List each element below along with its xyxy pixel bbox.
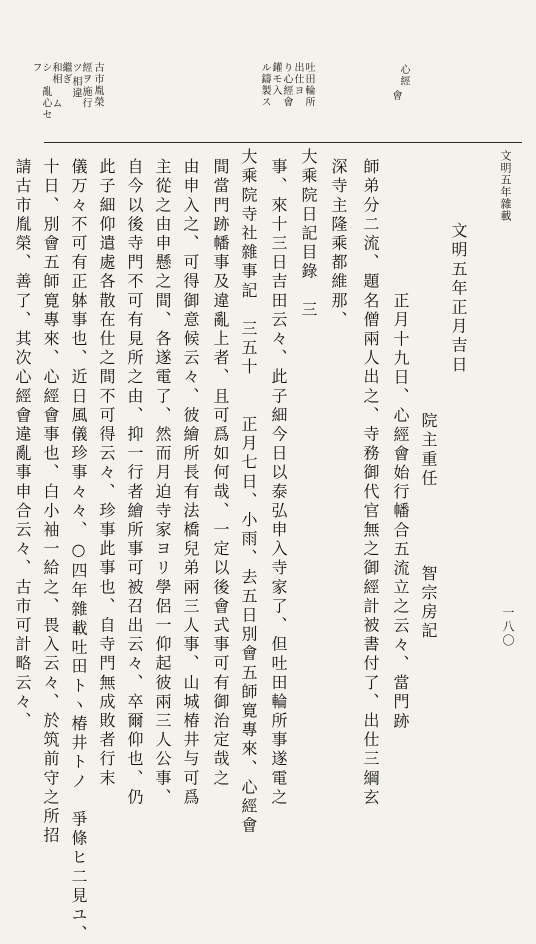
text-column-5: 深寺主隆乘都維那、 <box>329 158 348 330</box>
headnote-left-3: ツ <box>70 62 81 74</box>
text-column-14: 儀万々不可有正躰事也、近日風儀珍事々々、○四年雜載吐田トヽ椿井トノ 爭條ヒ二見ユ、 <box>69 158 88 944</box>
headnote-left-1: 古市胤榮 <box>92 62 103 108</box>
headnote-left-7: 施行 <box>80 86 91 109</box>
text-column-12: 自今以後寺門不可有見所之由、抑一行者繪所事可被召出云々、卒爾仰也、仍 <box>125 158 144 808</box>
text-column-16: 請古市胤榮、善了、其次心經會違亂事申合云々、古市可計略云々、 <box>13 158 32 731</box>
headnote-shinkyoe-2: 會 <box>390 90 401 102</box>
headnote-left-10: 和相 <box>50 62 61 85</box>
headnote-left-4: ム <box>50 98 61 110</box>
headnote-middle-5: ル鑄製ス <box>259 62 270 108</box>
text-column-7: 事、來十三日吉田云々、此子細今日以泰弘申入寺家了、但吐田輪所事遂電之 <box>269 158 288 808</box>
headnote-left-5: シ <box>40 62 51 74</box>
headnote-middle-2: 出仕ヨ <box>292 62 303 97</box>
headnote-shinkyoe-1: 心經 <box>398 64 409 87</box>
text-column-13: 此子細仰遣處各散在仕之間不可得云々、珍事此事也、自寺門無成敗者行末 <box>97 158 116 789</box>
text-column-8: 大乘院寺社雜事記 三五十 正月七日、小雨、去五日別會五師寛專來、心經會 <box>239 148 258 836</box>
text-column-11: 主從之由申懸之間、各遂電了、然而月迫寺家ヨリ學侶一仰起彼兩三人公事、 <box>153 158 172 808</box>
headnote-left-6: フ <box>30 62 41 74</box>
headnote-left-11: 亂心セ <box>40 86 51 121</box>
text-column-2: 院主重任 智宗房記 <box>419 412 438 642</box>
header-rule <box>44 142 522 143</box>
text-column-15: 十日、別會五師寛專來、心經會事也、白小袖一給之、畏入云々、於筑前守之所招 <box>41 158 60 846</box>
text-column-10: 由申入之、可得御意候云々、彼繪所長有法橋兒弟兩三人事、山城椿井与可爲 <box>181 158 200 808</box>
headnote-left-2: 經ヲ <box>80 62 91 85</box>
text-column-3: 正月十九日、心經會始行幡合五流立之云々、當門跡 <box>391 292 410 732</box>
text-column-9: 間當門跡幡事及違亂上者、且可爲如何哉、一定以後會式事可有御治定哉之 <box>211 158 230 789</box>
page-number: 一八〇 <box>501 606 515 648</box>
headnote-left-8: 相違 <box>70 76 81 99</box>
text-column-1: 文明五年正月吉日 <box>449 222 468 375</box>
headnote-middle-4: 鑵モ入 <box>270 62 281 97</box>
headnote-left-9: 繼ぎ <box>60 62 71 85</box>
headnote-middle-1: 吐田輪所 <box>303 62 314 108</box>
running-title: 文明五年雜載 <box>499 150 512 222</box>
text-column-4: 師弟分二流、題名僧兩人出之、寺務御代官無之御經計被書付了、出仕三綱玄 <box>361 158 380 808</box>
text-column-6: 大乘院日記目錄 三 <box>299 148 318 320</box>
headnote-middle-3: り心經會 <box>281 62 292 108</box>
